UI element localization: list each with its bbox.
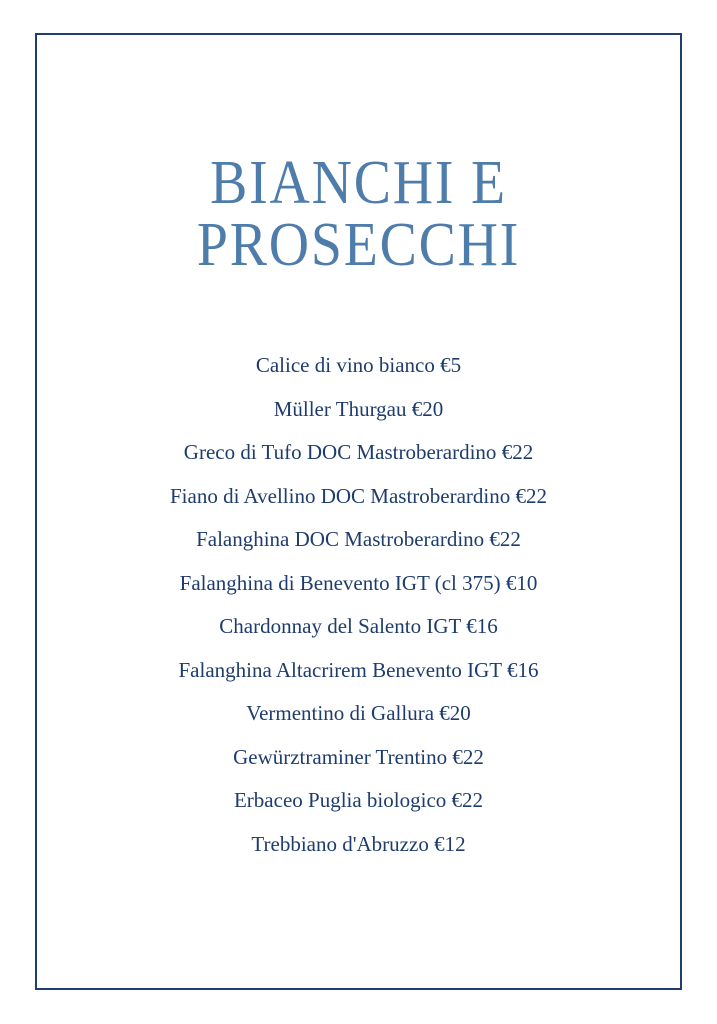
menu-item: [0, 518, 717, 562]
menu-item: [0, 475, 717, 519]
wine-name: Falanghina DOC Mastroberardino: [196, 527, 485, 551]
page-title-line-1: BIANCHI E: [210, 149, 507, 217]
menu-item: [0, 736, 717, 780]
wine-price: €22: [452, 744, 484, 769]
menu-item: [0, 344, 717, 388]
page-title: [36, 149, 681, 279]
menu-item: [0, 431, 717, 475]
wine-list: [0, 344, 717, 866]
wine-name: Erbaceo Puglia biologico: [233, 788, 447, 812]
wine-price: €22: [515, 483, 547, 508]
wine-name: Falanghina Altacrirem Benevento IGT: [178, 657, 502, 682]
wine-price: €16: [507, 657, 539, 682]
menu-item: [0, 779, 717, 823]
wine-name: Falanghina di Benevento IGT (cl 375): [179, 570, 501, 595]
wine-name: Calice di vino bianco: [255, 353, 435, 377]
wine-price: €20: [439, 701, 471, 725]
wine-name: Trebbiano d'Abruzzo: [251, 831, 429, 856]
wine-name: Vermentino di Gallura: [246, 701, 435, 725]
wine-price: €22: [451, 788, 484, 812]
menu-item: [0, 823, 717, 867]
wine-name: Greco di Tufo DOC Mastroberardino: [183, 440, 497, 464]
menu-item: [0, 562, 717, 606]
wine-price: €22: [501, 440, 534, 464]
wine-price: €22: [489, 527, 521, 551]
wine-price: €16: [466, 614, 498, 638]
wine-name: Gewürztraminer Trentino: [233, 744, 448, 769]
wine-price: €20: [411, 396, 444, 421]
menu-item: [0, 649, 717, 693]
wine-name: Müller Thurgau: [273, 396, 407, 421]
menu-item: [0, 605, 717, 649]
wine-price: €10: [505, 570, 538, 595]
menu-item: [0, 692, 717, 736]
wine-name: Chardonnay del Salento IGT: [219, 614, 461, 638]
page-title-line-2: PROSECCHI: [196, 211, 521, 279]
menu-item: [0, 388, 717, 432]
wine-name: Fiano di Avellino DOC Mastroberardino: [170, 483, 511, 508]
wine-price: €5: [440, 353, 462, 377]
wine-price: €12: [434, 831, 466, 856]
